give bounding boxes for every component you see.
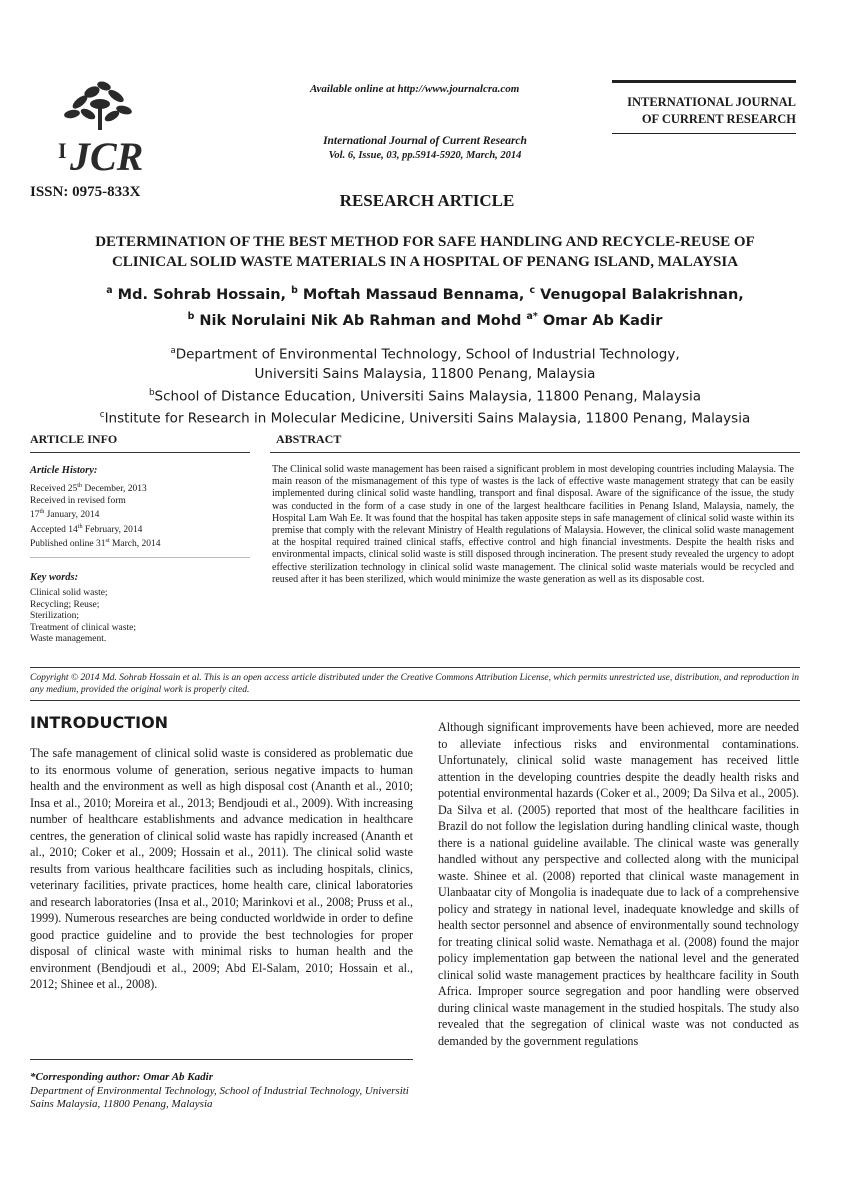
brand-name-line1: INTERNATIONAL JOURNAL: [627, 95, 796, 109]
journal-logo: [52, 78, 162, 178]
author-name: Md. Sohrab Hossain,: [117, 286, 292, 303]
svg-text:JCR: JCR: [70, 134, 144, 178]
history-text: January, 2014: [44, 510, 100, 521]
keyword: Recycling; Reuse;: [30, 599, 100, 610]
history-heading: Article History:: [30, 465, 98, 476]
corresponding-author: [30, 1071, 413, 1112]
journal-volume: Vol. 6, Issue, 03, pp.5914-5920, March, 2014: [328, 150, 522, 161]
author-affil-mark: a*: [526, 310, 538, 322]
keywords-list: [30, 588, 252, 646]
article-info-heading: ARTICLE INFO: [30, 432, 118, 446]
keyword: Clinical solid waste;: [30, 588, 108, 598]
author-line2: [40, 306, 810, 332]
copyright-notice: Copyright © 2014 Md. Sohrab Hossain et al. This is an open access article distributed under the Creative Commons Attribution License, which permits unrestricted use, distribution, and reproduction in any medium, provided the original work is properly cited.: [30, 673, 800, 695]
journal-name: International Journal of Current Research: [323, 135, 527, 147]
history-sup: th: [77, 483, 83, 489]
history-text: Accepted 14: [30, 524, 78, 535]
affiliation-text: Institute for Research in Molecular Medicine, Universiti Sains Malaysia, 11800 Penang, Malaysia: [104, 410, 751, 427]
author-list: [40, 280, 810, 332]
abstract-heading: ABSTRACT: [276, 432, 342, 446]
corresponding-author-name: *Corresponding author: Omar Ab Kadir: [30, 1071, 213, 1083]
history-item: [30, 481, 252, 496]
author-line1: [40, 280, 810, 306]
brand-top-rule: [612, 80, 796, 83]
paper-title-line1: DETERMINATION OF THE BEST METHOD FOR SAFE HANDLING AND RECYCLE-REUSE OF: [95, 234, 755, 250]
body-column-right: Although significant improvements have been achieved, more are needed to alleviate infectious risks and environmental contaminations. Unfortunately, clinical solid waste management has received little attention in the developing countries despite the deadly health risks and potential environmental hazards (Coker et al., 2009; Da Silva et al., 2005). Da Silva et al. (2005) reported that most of the healthcare facilities in Brazil do not follow the legislation during handling clinical waste, though there is a national guideline available. The clinical waste was generally handled without any perspective and collected along with the municipal waste. Shinee et al. (2008) reported that clinical waste management in Ulanbaatar city of Mongolia is inadequate due to lack of a comprehensive policy and strategy in national level, inadequate knowledge and skills of health sector personnel and absence of environmentally sound technology for treating clinical solid waste. Nemathaga et al. (2008) found the major policy implementation gap between the national level and the generated clinical solid waste management practices by healthcare facility in South Africa. Improper source segregation and poor handling were observed during clinical waste management in the studied hospitals. The study also revealed that the segregation of clinical waste was not conducted as demanded by the government regulations: [438, 720, 799, 1048]
author-affil-mark: a: [106, 285, 113, 296]
brand-bottom-rule: [612, 133, 796, 134]
article-info-rule: [30, 452, 250, 453]
available-online-link[interactable]: Available online at http://www.journalcra.com: [310, 83, 520, 95]
author-affil-mark: b: [291, 285, 298, 296]
article-info-divider: [30, 557, 250, 558]
history-text: February, 2014: [82, 524, 143, 535]
author-name: Venugopal Balakrishnan,: [540, 286, 744, 303]
article-history: [30, 481, 252, 551]
affiliation-mark: b: [148, 387, 155, 398]
history-sup: st: [105, 538, 110, 545]
affiliation-text: Department of Environmental Technology, School of Industrial Technology,: [175, 346, 680, 363]
history-item: [30, 536, 252, 551]
history-text: March, 2014: [109, 539, 161, 550]
keyword: Waste management.: [30, 634, 107, 644]
paper-title: [40, 232, 810, 272]
keyword: Treatment of clinical waste;: [30, 622, 136, 633]
footnote-rule: [30, 1059, 413, 1060]
affiliation-mark: a: [170, 346, 176, 356]
keywords-heading: Key words:: [30, 572, 79, 583]
history-item: [30, 496, 252, 508]
article-type: RESEARCH ARTICLE: [339, 191, 515, 210]
history-item: [30, 522, 252, 537]
affiliations: [40, 342, 810, 429]
affiliation-text: Universiti Sains Malaysia, 11800 Penang, Malaysia: [254, 365, 596, 382]
history-text: Received in revised form: [30, 495, 126, 506]
issn: ISSN: 0975-833X: [30, 184, 141, 200]
author-affil-mark: b: [187, 310, 195, 322]
affiliation-line: [40, 342, 810, 365]
corresponding-author-address: Department of Environmental Technology, School of Industrial Technology, Universiti Sains Malaysia, 11800 Penang, Malaysia: [30, 1084, 409, 1110]
author-affil-mark: c: [529, 285, 536, 296]
history-item: [30, 507, 252, 522]
abstract-text: The Clinical solid waste management has been raised a significant problem in most developing countries including Malaysia. The main reason of the mismanagement of this type of wastes is the lack of effective waste management strategy that can be easily implemented during clinical solid waste handling, transport and final disposal. Aware of the significance of the issue, the study was conducted in the form of a case study in one of the largest healthcare facilities in Penang Island, Malaysia, namely, the Hospital Lam Wah Ee. It was found that the hospital has taken apposite steps in safe management of clinical solid waste within its premise that comply with the relevant Ministry of Health regulations of Malaysia. However, the clinical solid waste management at the hospital required trained clinical staffs, effective control and high financial investments. Despite the health risks and environmental impacts, clinical solid waste is still disposed through incineration. The present study revealed the urgency to adopt effective sterilization technology in clinical solid waste management. The clinical solid waste materials would be recycled and reused after it has been sterilized, which would minimize the waste generation as well as its disposable cost.: [272, 464, 794, 585]
affiliation-line: [40, 406, 810, 429]
history-text: Published online 31: [30, 539, 106, 550]
introduction-heading: INTRODUCTION: [30, 713, 169, 732]
affiliation-line: [40, 384, 810, 407]
affiliation-line: [40, 365, 810, 384]
history-text: 17: [30, 510, 40, 521]
author-name: Omar Ab Kadir: [542, 312, 663, 329]
abstract-rule: [270, 452, 800, 453]
copyright-top-rule: [30, 667, 800, 668]
paper-title-line2: CLINICAL SOLID WASTE MATERIALS IN A HOSPITAL OF PENANG ISLAND, MALAYSIA: [111, 254, 739, 270]
history-text: Received 25: [30, 484, 78, 495]
affiliation-text: School of Distance Education, Universiti Sains Malaysia, 11800 Penang, Malaysia: [154, 388, 702, 404]
svg-text:I: I: [58, 138, 67, 163]
keyword: Sterilization;: [30, 611, 80, 621]
history-text: December, 2013: [82, 484, 147, 495]
author-name: Nik Norulaini Nik Ab Rahman and Mohd: [199, 312, 527, 329]
copyright-bottom-rule: [30, 700, 800, 701]
history-sup: th: [77, 523, 83, 530]
author-name: Moftah Massaud Bennama,: [302, 286, 530, 303]
affiliation-mark: c: [99, 410, 105, 420]
history-sup: th: [39, 509, 45, 516]
brand-name-line2: OF CURRENT RESEARCH: [641, 112, 796, 126]
body-column-left: The safe management of clinical solid waste is considered as problematic due to its enormous volume of generation, serious negative impacts to human health and the environment as well as high disposal cost (Ananth et al., 2010; Insa et al., 2010; Moreira et al., 2013; Bendjoudi et al., 2009). With increasing number of healthcare establishments and advance medication in healthcare centres, the generation of clinical solid waste has rapidly increased (Ananth et al., 2010; Coker et al., 2009; Hossain et al., 2011). The clinical solid waste results from various healthcare facilities such as including hospitals, clinics, veterinary facilities, private practices, home health care, clinical laboratories and research laboratories (Insa et al., 2010; Marinkovi et al., 2008; Pruss et al., 1999). Numerous researches are being conducted worldwide in order to define good practice guideline and to provide the best technologies for proper disposal of clinical waste with minimal risks to human health and the environment (Bendjoudi et al., 2009; Abd El-Salam, 2010; Hossain et al., 2012; Shinee et al., 2008).: [30, 746, 413, 991]
